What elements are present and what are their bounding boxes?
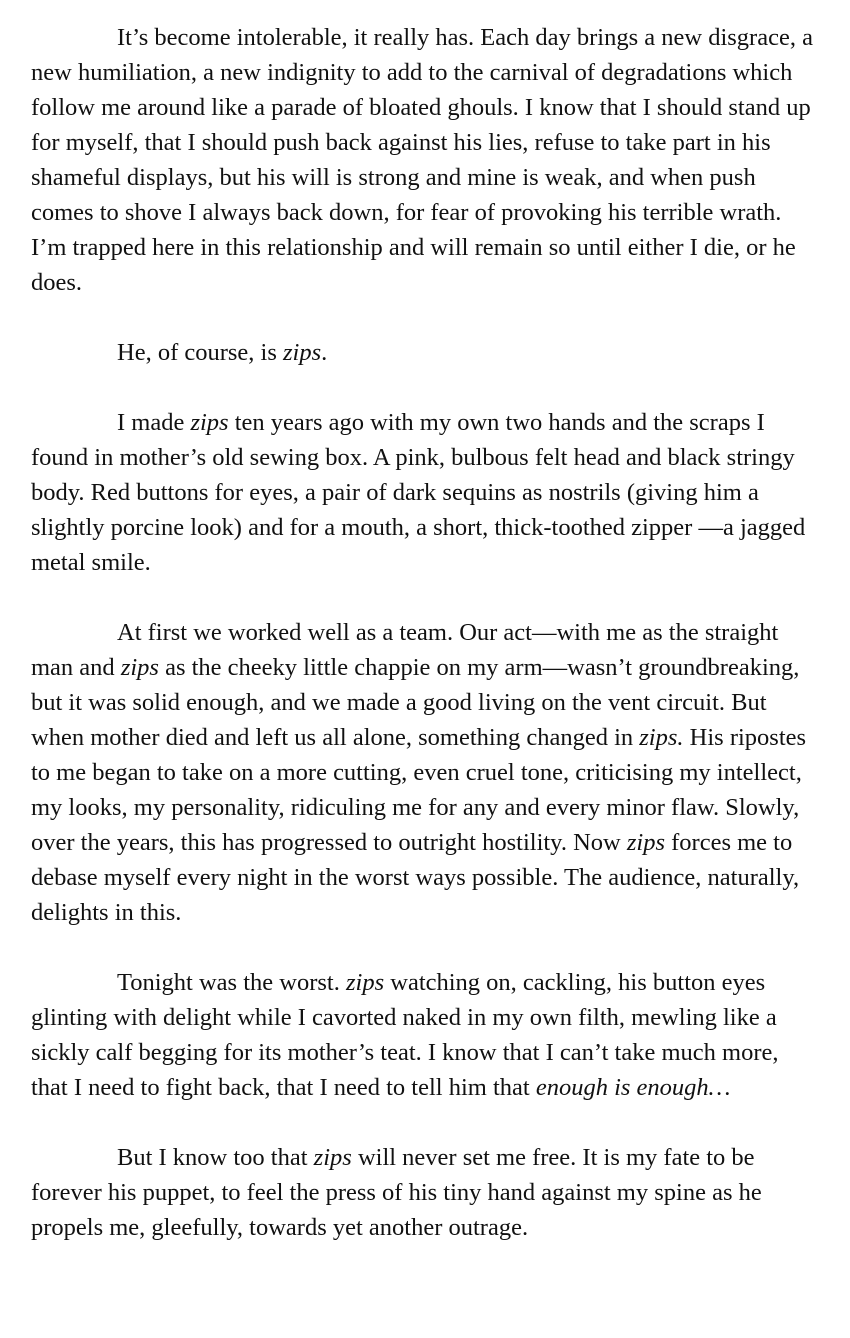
italic-run: enough is enough… [535,1074,731,1101]
text-run: He, of course, is [117,339,284,366]
text-run: forces me to debase myself every night in the worst ways possible. The audience, naturally, delights in this. [31,829,800,926]
text-run: His ripostes to me began to take on a more cutting, even cruel tone, criticising my intellect, my looks, my personality, ridiculing me for any and every minor flaw. Slowly, over the years, this has progressed to outright hostility. Now [31,724,807,856]
italic-run: zips [313,1144,352,1171]
text-run: At first we worked well as a team. Our act—with me as the straight man and [31,619,779,681]
text-run: Tonight was the worst. [117,969,346,996]
italic-run: zips [120,654,159,681]
text-run: I made [117,409,191,436]
italic-run: zips [283,339,322,366]
text-run: . [321,339,328,366]
paragraph-5 [31,965,821,1105]
paragraph-6 [31,1140,821,1245]
text-run: ten years ago with my own two hands and the scraps I found in mother’s old sewing box. A pink, bulbous felt head and black stringy body. Red buttons for eyes, a pair of dark sequins as nostrils (giving him a slightly porcine look) and for a mouth, a short, thick-toothed zipper —a jagged metal smile. [31,409,806,576]
paragraph-2 [31,335,821,370]
italic-run: zips. [639,724,684,751]
text-run: But I know too that [117,1144,314,1171]
text-run: will never set me free. It is my fate to be forever his puppet, to feel the press of his tiny hand against my spine as he propels me, gleefully, towards yet another outrage. [31,1144,762,1241]
italic-run: zips [626,829,665,856]
text-run: watching on, cackling, his button eyes glinting with delight while I cavorted naked in my own filth, mewling like a sickly calf begging for its mother’s teat. I know that I can’t take much more, that I need to fight back, that I need to tell him that [31,969,779,1101]
text-run: It’s become intolerable, it really has. Each day brings a new disgrace, a new humiliation, a new indignity to add to the carnival of degradations which follow me around like a parade of bloated ghouls. I know that I should stand up for myself, that I should push back against his lies, refuse to take part in his shameful displays, but his will is strong and mine is weak, and when push comes to shove I always back down, for fear of provoking his terrible wrath. I’m trapped here in this relationship and will remain so until either I die, or he does. [31,24,813,296]
italic-run: zips [345,969,385,996]
paragraph-1 [31,20,821,300]
paragraph-3 [31,405,821,580]
italic-run: zips [190,409,229,436]
paragraph-4 [31,615,821,930]
story-document [31,20,821,1245]
text-run: as the cheeky little chappie on my arm—wasn’t groundbreaking, but it was solid enough, and we made a good living on the vent circuit. But when mother died and left us all alone, something changed in [31,654,800,751]
